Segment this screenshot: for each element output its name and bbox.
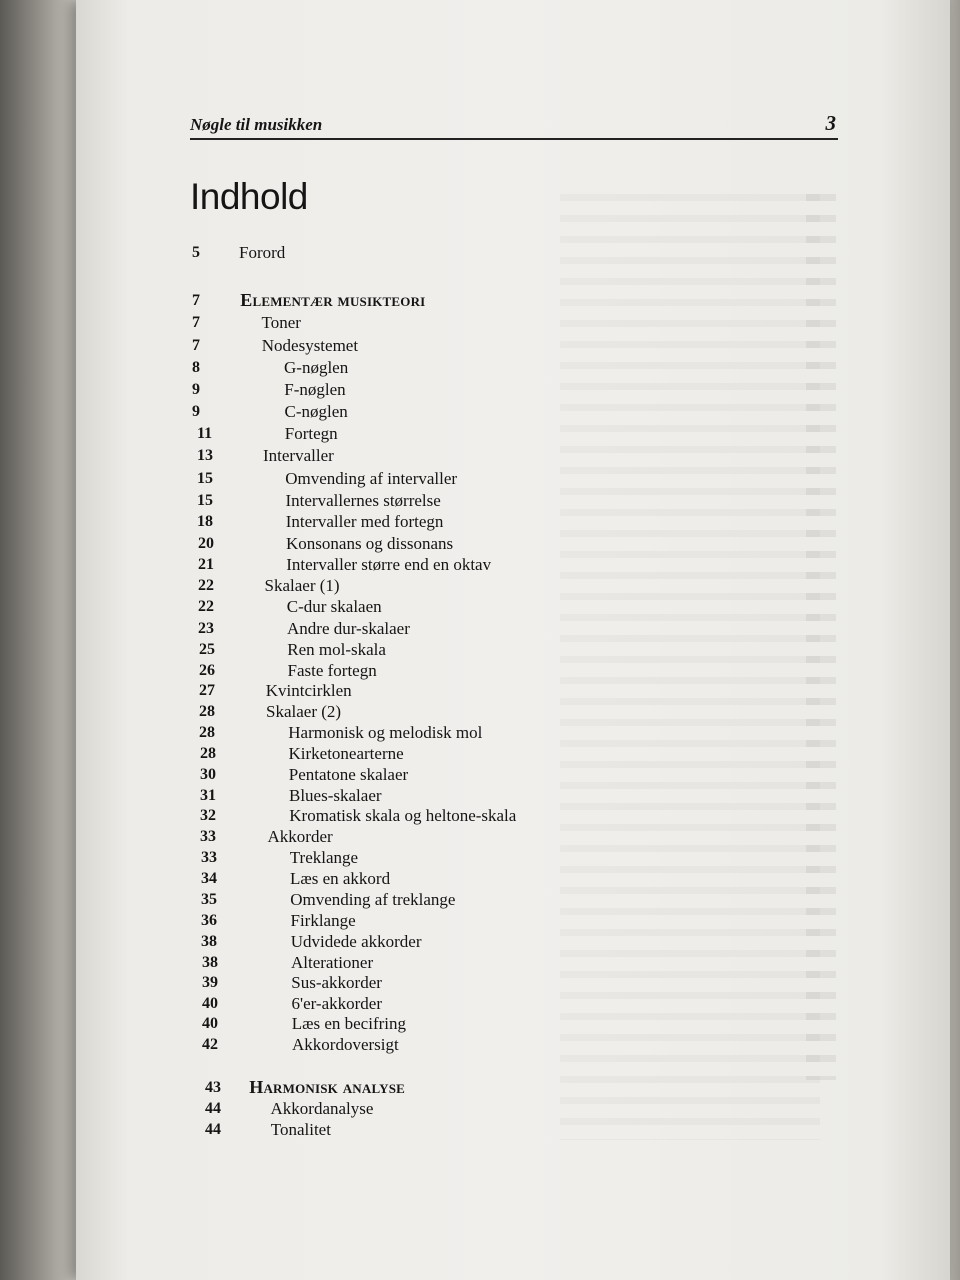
toc-entry <box>0 290 960 311</box>
toc-entry-title: Konsonans og dissonans <box>286 534 454 553</box>
toc-entry-title: Akkordoversigt <box>292 1035 399 1054</box>
toc-entry <box>0 826 960 847</box>
toc-entry <box>0 575 960 596</box>
toc-entry <box>0 972 960 993</box>
toc-entry-title: Pentatone skalaer <box>288 765 409 784</box>
toc-entry <box>0 743 960 764</box>
toc-entry <box>0 639 960 660</box>
toc-page-number: 21 <box>198 556 214 573</box>
toc-entry-title: Blues-skalaer <box>289 786 382 805</box>
toc-page-number: 43 <box>205 1079 221 1096</box>
toc-entry <box>0 847 960 868</box>
toc-page-number: 28 <box>199 703 215 720</box>
toc-entry <box>0 1077 960 1098</box>
toc-page-number: 27 <box>199 682 215 699</box>
page-number: 3 <box>825 111 836 135</box>
toc-entry-title: Sus-akkorder <box>291 973 382 992</box>
toc-entry <box>0 660 960 681</box>
toc-page-number: 8 <box>192 359 200 376</box>
toc-entry-title: G-nøglen <box>284 358 349 377</box>
toc-entry-title: Læs en becifring <box>291 1014 406 1033</box>
toc-page-number: 28 <box>199 724 215 741</box>
toc-page-number: 5 <box>192 244 200 261</box>
toc-entry-title: 6'er-akkorder <box>291 994 383 1013</box>
toc-page-number: 15 <box>197 470 213 487</box>
toc-entry-title: Tonalitet <box>270 1120 331 1139</box>
toc-page-number: 36 <box>201 912 217 929</box>
toc-page-number: 23 <box>198 620 214 637</box>
toc-page-number: 34 <box>201 870 217 887</box>
toc-section-title: Harmonisk analyse <box>249 1077 406 1097</box>
toc-entry-title: Toner <box>261 313 301 332</box>
book-title: Nøgle til musikken <box>190 115 323 134</box>
toc-entry <box>0 868 960 889</box>
toc-page-number: 22 <box>198 598 214 615</box>
toc-entry-title: Skalaer (1) <box>264 576 340 595</box>
toc-entry <box>0 680 960 701</box>
toc-page-number: 9 <box>192 381 200 398</box>
toc-entry <box>0 468 960 489</box>
toc-entry-title: Harmonisk og melodisk mol <box>288 723 483 742</box>
toc-entry <box>0 242 960 263</box>
toc-entry <box>0 1119 960 1140</box>
toc-entry <box>0 722 960 743</box>
toc-entry <box>0 379 960 400</box>
toc-entry-title: Andre dur-skalaer <box>287 619 410 638</box>
toc-page-number: 38 <box>201 933 217 950</box>
toc-entry <box>0 1013 960 1034</box>
toc-entry <box>0 533 960 554</box>
toc-entry <box>0 618 960 639</box>
toc-entry <box>0 805 960 826</box>
toc-page-number: 7 <box>192 314 200 331</box>
toc-entry-title: Skalaer (2) <box>266 702 342 721</box>
toc-entry <box>0 952 960 973</box>
toc-page-number: 35 <box>201 891 217 908</box>
toc-entry <box>0 785 960 806</box>
toc-page-number: 20 <box>198 535 214 552</box>
toc-page-number: 40 <box>202 995 218 1012</box>
toc-entry <box>0 312 960 333</box>
toc-entry <box>0 889 960 910</box>
toc-entry-title: Alterationer <box>291 953 374 972</box>
toc-entry <box>0 511 960 532</box>
toc-entry-title: Intervallernes størrelse <box>285 491 441 510</box>
toc-entry-title: Akkorder <box>267 827 333 846</box>
toc-entry-title: Kromatisk skala og heltone-skala <box>289 806 517 825</box>
toc-page-number: 18 <box>197 513 213 530</box>
toc-page-number: 11 <box>197 425 213 442</box>
toc-entry <box>0 993 960 1014</box>
toc-entry <box>0 764 960 785</box>
toc-entry-title: F-nøglen <box>284 380 346 399</box>
toc-page-number: 25 <box>199 641 215 658</box>
toc-entry-title: C-nøglen <box>284 402 348 421</box>
toc-entry-title: Kvintcirklen <box>265 681 352 700</box>
toc-entry-title: Fortegn <box>284 424 338 443</box>
toc-page-number: 38 <box>202 954 218 971</box>
toc-entry <box>0 701 960 722</box>
toc-entry-title: Omvending af intervaller <box>285 469 458 488</box>
toc-entry <box>0 490 960 511</box>
toc-page-number: 44 <box>205 1121 221 1138</box>
toc-entry <box>0 335 960 356</box>
toc-entry-title: Forord <box>239 243 286 262</box>
toc-page-number: 44 <box>205 1100 221 1117</box>
toc-page-number: 22 <box>198 577 214 594</box>
toc-entry <box>0 423 960 444</box>
toc-page-number: 30 <box>200 766 216 783</box>
toc-entry-title: Læs en akkord <box>290 869 391 888</box>
toc-entry-title: Intervaller med fortegn <box>285 512 444 531</box>
toc-page-number: 33 <box>200 828 216 845</box>
toc-entry-title: Nodesystemet <box>261 336 359 355</box>
toc-entry <box>0 445 960 466</box>
toc-entry-title: Udvidede akkorder <box>290 932 422 951</box>
toc-entry-title: Ren mol-skala <box>287 640 386 659</box>
toc-entry <box>0 910 960 931</box>
toc-entry-title: C-dur skalaen <box>286 597 382 616</box>
toc-page-number: 42 <box>202 1036 218 1053</box>
toc-page-number: 7 <box>192 292 200 309</box>
toc-entry-title: Intervaller <box>263 446 334 465</box>
toc-page-number: 31 <box>200 787 216 804</box>
toc-entry <box>0 357 960 378</box>
toc-entry <box>0 1098 960 1119</box>
toc-entry <box>0 554 960 575</box>
toc-page-number: 32 <box>200 807 216 824</box>
toc-entry <box>0 401 960 422</box>
toc-entry-title: Treklange <box>289 848 359 867</box>
toc-page-number: 9 <box>192 403 200 420</box>
toc-entry-title: Kirketonearterne <box>288 744 404 763</box>
toc-entry-title: Firklange <box>290 911 356 930</box>
toc-page-number: 40 <box>202 1015 218 1032</box>
toc-entry <box>0 596 960 617</box>
toc-page-number: 39 <box>202 974 218 991</box>
toc-page-number: 28 <box>200 745 216 762</box>
toc-section-title: Elementær musikteori <box>240 290 426 310</box>
toc-entry <box>0 931 960 952</box>
page-title: Indhold <box>190 176 308 217</box>
toc-page-number: 15 <box>197 492 213 509</box>
toc-page-number: 13 <box>197 447 213 464</box>
toc-page-number: 26 <box>199 662 215 679</box>
toc-entry-title: Faste fortegn <box>287 661 377 680</box>
toc-page-number: 33 <box>201 849 217 866</box>
toc-entry-title: Omvending af treklange <box>290 890 456 909</box>
toc-page-number: 7 <box>192 337 200 354</box>
toc-entry <box>0 1034 960 1055</box>
toc-entry-title: Intervaller større end en oktav <box>286 555 492 574</box>
toc-entry-title: Akkordanalyse <box>270 1099 374 1118</box>
